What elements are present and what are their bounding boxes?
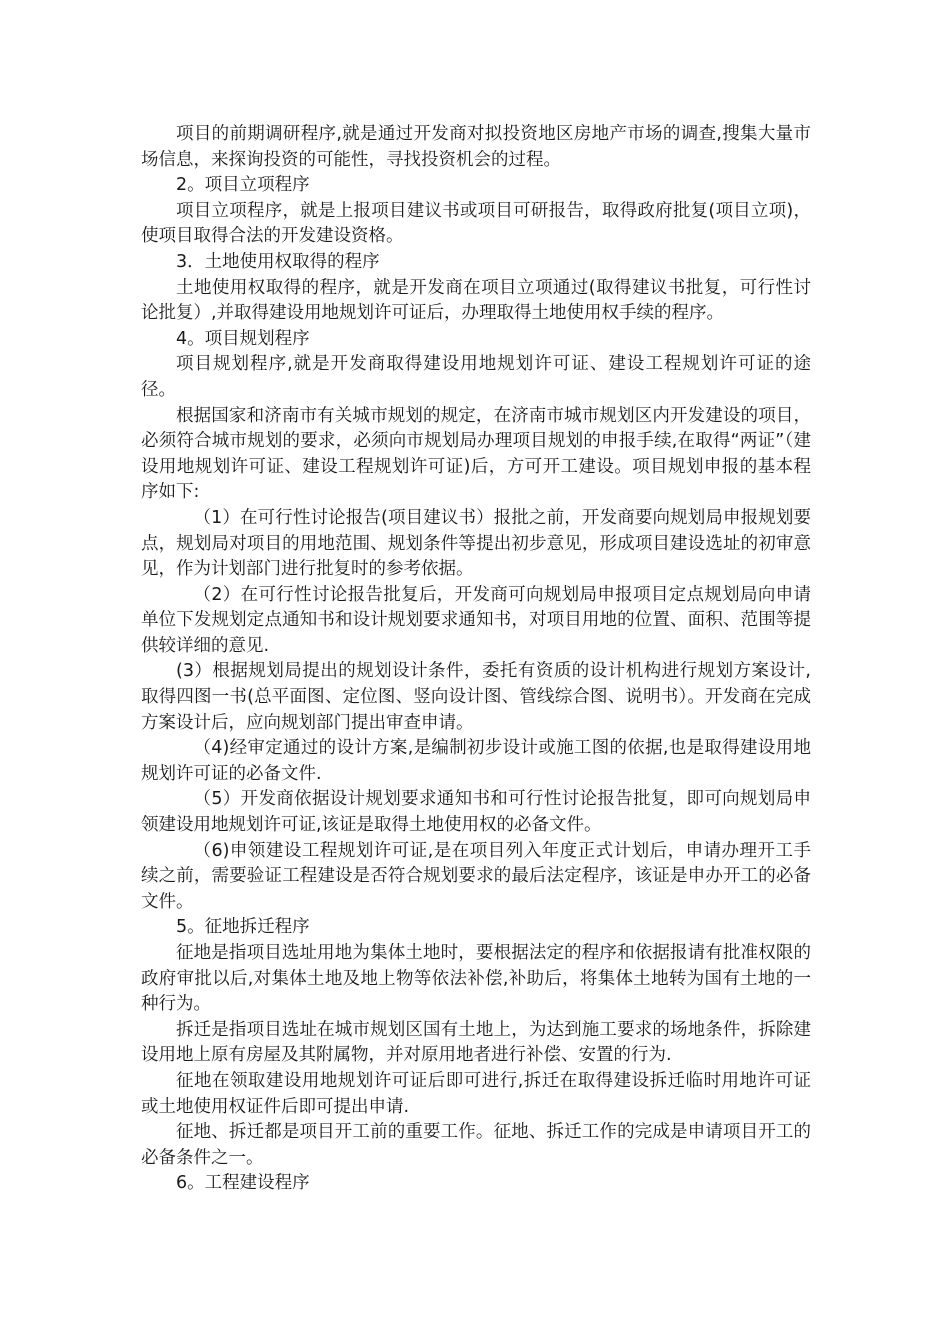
heading-project-approval: 2。项目立项程序 [176,175,310,196]
paragraph-demolition: 拆迁是指项目选址在城市规划区国有土地上，为达到施工要求的场地条件，拆除建设用地上原有房屋及其附属物，并对原用地者进行补偿、安置的行为. [141,1019,811,1066]
paragraph-project-approval: 项目立项程序，就是上报项目建议书或项目可研报告，取得政府批复(项目立项)，使项目取得合法的开发建设资格。 [141,200,811,247]
document-body [141,122,811,1197]
paragraph-planning-step-6: （6)申领建设工程规划许可证,是在项目列入年度正式计划后，申请办理开工手续之前，需要验证工程建设是否符合规划要求的最后法定程序，该证是申办开工的必备文件。 [141,840,811,912]
heading-land-acquisition: 5。征地拆迁程序 [176,917,310,938]
paragraph-planning-step-2: （2）在可行性讨论报告批复后，开发商可向规划局申报项目定点规划局向申请单位下发规划定点通知书和设计规划要求通知书，对项目用地的位置、面积、范围等提供较详细的意见. [141,584,811,656]
paragraph-land-acquisition: 征地是指项目选址用地为集体土地时，要根据法定的程序和依据报请有批准权限的政府审批以后,对集体土地及地上物等依法补偿,补助后，将集体土地转为国有土地的一种行为。 [141,943,811,1015]
paragraph-planning-regulations: 根据国家和济南市有关城市规划的规定，在济南市城市规划区内开发建设的项目，必须符合城市规划的要求，必须向市规划局办理项目规划的申报手续,在取得“两证”（建设用地规划许可证、建设工程规划许可证)后，方可开工建设。项目规划申报的基本程序如下: [141,405,811,503]
paragraph-planning-step-5: （5）开发商依据设计规划要求通知书和可行性讨论报告批复，即可向规划局申领建设用地规划许可证,该证是取得土地使用权的必备文件。 [141,789,811,836]
heading-land-use-right: 3．土地使用权取得的程序 [176,251,380,272]
paragraph-land-use-right: 土地使用权取得的程序，就是开发商在项目立项通过(取得建议书批复，可行性讨论批复）,并取得建设用地规划许可证后，办理取得土地使用权手续的程序。 [141,277,811,324]
paragraph-planning-step-1: （1）在可行性讨论报告(项目建议书）报批之前，开发商要向规划局申报规划要点，规划局对项目的用地范围、规划条件等提出初步意见，形成项目建设选址的初审意见，作为计划部门进行批复时的参考依据。 [141,507,811,580]
paragraph-planning-step-3: (3）根据规划局提出的规划设计条件，委托有资质的设计机构进行规划方案设计,取得四图一书(总平面图、定位图、竖向设计图、管线综合图、说明书）。开发商在完成方案设计后，应向规划部门提出审查申请。 [141,661,811,733]
paragraph-feasibility-research: 项目的前期调研程序,就是通过开发商对拟投资地区房地产市场的调查,搜集大量市场信息，来探询投资的可能性，寻找投资机会的过程。 [141,124,811,170]
paragraph-planning-step-4: （4)经审定通过的设计方案,是编制初步设计或施工图的依据,也是取得建设用地规划许可证的必备文件. [141,738,811,784]
heading-project-planning: 4。项目规划程序 [176,328,310,349]
paragraph-acquisition-timing: 征地在领取建设用地规划许可证后即可进行,拆迁在取得建设拆迁临时用地许可证或土地使用权证件后即可提出申请. [141,1070,811,1117]
paragraph-project-planning: 项目规划程序,就是开发商取得建设用地规划许可证、建设工程规划许可证的途径。 [141,354,811,400]
heading-construction: 6。工程建设程序 [176,1173,310,1194]
paragraph-acquisition-importance: 征地、拆迁都是项目开工前的重要工作。征地、拆迁工作的完成是申请项目开工的必备条件之一。 [141,1122,811,1168]
